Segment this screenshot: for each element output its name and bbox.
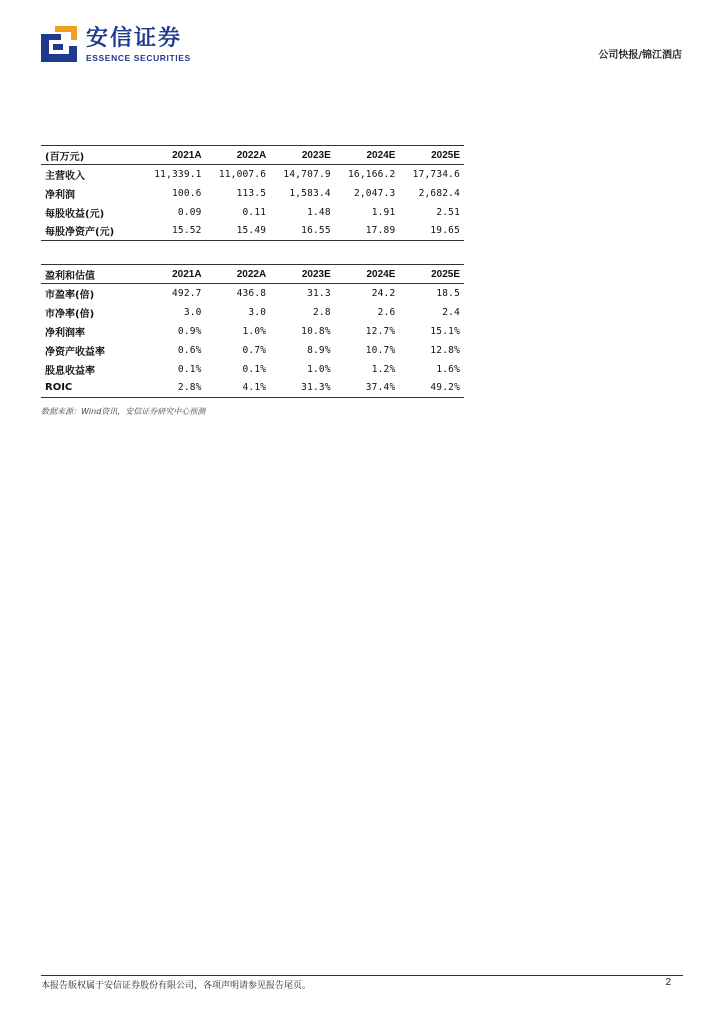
table-cell: 0.11 (242, 206, 267, 218)
table-cell: 12.7% (365, 325, 396, 337)
table-row (41, 360, 464, 379)
table-cell: 2,682.4 (418, 187, 460, 199)
table-cell: 1.2% (371, 363, 396, 375)
table-row (41, 341, 464, 360)
table-cell: 16.55 (301, 225, 331, 237)
table-row (41, 184, 464, 203)
table-cell: 12.8% (430, 344, 460, 356)
table-cell: 0.1% (242, 363, 267, 375)
column-header: 2022A (236, 268, 267, 280)
table-cell: 0.09 (177, 206, 202, 218)
table-cell: 15.1% (430, 325, 460, 337)
table-cell: 0.6% (177, 344, 202, 356)
financial-summary-table (41, 145, 464, 241)
column-header: 2025E (431, 149, 460, 161)
table-cell: 24.2 (371, 287, 396, 299)
table-cell: 0.1% (177, 363, 202, 375)
row-label: 每股净资产(元) (45, 227, 115, 239)
column-header: 2021A (172, 149, 202, 161)
table-cell: 113.5 (236, 187, 267, 199)
table-cell: 2.51 (436, 206, 460, 218)
row-label: 市盈率(倍) (45, 289, 95, 301)
table-cell: 100.6 (171, 187, 202, 199)
data-source-note: 数据来源：Wind资讯，安信证券研究中心预测 (41, 407, 206, 416)
table-cell: 11,007.6 (218, 168, 267, 180)
column-header: 2024E (366, 268, 396, 280)
row-label: 股息收益率 (45, 365, 95, 377)
footer-divider (41, 975, 683, 976)
column-header: 盈利和估值 (45, 270, 95, 282)
table-cell: 4.1% (242, 382, 267, 394)
table-cell: 1.91 (371, 206, 396, 218)
table-cell: 10.8% (301, 325, 331, 337)
row-label: 净利润率 (45, 327, 85, 339)
table-row (41, 203, 464, 222)
table-row (41, 284, 464, 303)
table-cell: 1.6% (436, 363, 460, 375)
table-row (41, 322, 464, 341)
table-cell: 37.4% (365, 382, 396, 394)
table-cell: 17.89 (365, 225, 396, 237)
company-logo-icon (41, 26, 77, 62)
table-row (41, 165, 464, 184)
row-label: 净资产收益率 (45, 346, 105, 358)
logo-wordmark (86, 27, 191, 63)
table-cell: 15.49 (236, 225, 267, 237)
column-header: 2021A (172, 268, 202, 280)
table-cell: 19.65 (430, 225, 460, 237)
table-row (41, 303, 464, 322)
table-cell: 18.5 (436, 287, 460, 299)
table-cell: 2.6 (377, 306, 396, 318)
table-cell: 0.9% (177, 325, 202, 337)
column-header: 2025E (431, 268, 460, 280)
table-cell: 15.52 (171, 225, 202, 237)
valuation-table (41, 264, 464, 398)
table-header-row (41, 146, 464, 165)
footer-disclaimer: 本报告版权属于安信证券股份有限公司，各项声明请参见报告尾页。 (41, 981, 312, 991)
column-header: (百万元) (45, 151, 85, 163)
table-cell: 1.48 (307, 206, 331, 218)
row-label: 每股收益(元) (45, 208, 105, 220)
table-row (41, 379, 464, 398)
table-row (41, 222, 464, 241)
table-cell: 2.8% (177, 382, 202, 394)
table-cell: 2,047.3 (353, 187, 396, 199)
table-cell: 436.8 (236, 287, 267, 299)
page-number: 2 (665, 977, 671, 988)
table-cell: 3.0 (183, 306, 202, 318)
report-type-label: 公司快报/锦江酒店 (598, 50, 682, 61)
row-label: 市净率(倍) (45, 308, 95, 320)
table-cell: 31.3 (307, 287, 331, 299)
table-cell: 1,583.4 (289, 187, 331, 199)
table-cell: 11,339.1 (154, 168, 202, 180)
row-label: 主营收入 (45, 170, 85, 182)
table-cell: 2.4 (442, 306, 460, 318)
table-cell: 10.7% (365, 344, 396, 356)
table-cell: 8.9% (307, 344, 331, 356)
table-cell: 49.2% (430, 382, 460, 394)
table-cell: 492.7 (171, 287, 202, 299)
table-cell: 14,707.9 (283, 168, 331, 180)
logo-chinese-name: 安信证券 (86, 26, 183, 51)
row-label: 净利润 (45, 189, 75, 201)
table-cell: 16,166.2 (348, 168, 396, 180)
table-cell: 1.0% (242, 325, 267, 337)
column-header: 2024E (366, 149, 396, 161)
table-header-row (41, 265, 464, 284)
row-label: ROIC (45, 382, 73, 394)
table-cell: 1.0% (307, 363, 331, 375)
table-cell: 2.8 (313, 306, 331, 318)
table-cell: 3.0 (248, 306, 267, 318)
table-cell: 31.3% (301, 382, 331, 394)
column-header: 2022A (236, 149, 267, 161)
table-cell: 17,734.6 (412, 168, 460, 180)
column-header: 2023E (301, 268, 331, 280)
table-cell: 0.7% (242, 344, 267, 356)
column-header: 2023E (301, 149, 331, 161)
logo-english-name: ESSENCE SECURITIES (86, 53, 191, 63)
